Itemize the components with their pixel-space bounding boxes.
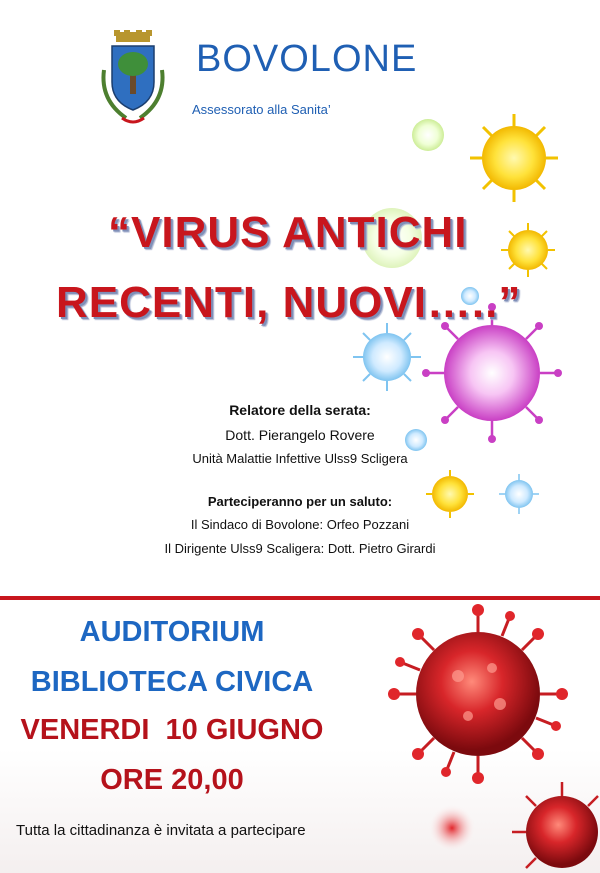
virus-red-small [512,782,598,868]
venue-line-1: AUDITORIUM [79,616,265,648]
virus-yellow-large [470,114,558,202]
virus-blue-medium [353,323,421,391]
speaker-unit: Unità Malattie Infettive Ulss9 Scligera [192,451,408,466]
greetings-line-1: Il Sindaco di Bovolone: Orfeo Pozzani [190,517,410,532]
virus-green-small [412,119,444,151]
greetings-line-2: Il Dirigente Ulss9 Scaligera: Dott. Pietro Girardi [164,541,436,556]
speaker-name: Dott. Pierangelo Rovere [225,427,375,443]
speaker-heading: Relatore della serata: [229,402,371,418]
event-time: ORE 20,00 [100,764,244,796]
invitation-text: Tutta la cittadinanza è invitata a partecipare [16,822,306,839]
town-crest-logo [96,30,170,130]
event-date: VENERDI 10 GIUGNO [20,714,324,746]
department-name: Assessorato alla Sanita’ [192,102,331,117]
venue-line-2: BIBLIOTECA CIVICA [30,666,314,698]
title-line-1: “VIRUS ANTICHI [108,208,468,257]
greetings-heading: Parteciperanno per un saluto: [207,494,393,509]
title-line-2: RECENTI, NUOVI…..” [56,278,522,327]
town-name: BOVOLONE [196,38,418,80]
virus-red-blur [428,804,476,852]
virus-red-large [388,604,568,784]
